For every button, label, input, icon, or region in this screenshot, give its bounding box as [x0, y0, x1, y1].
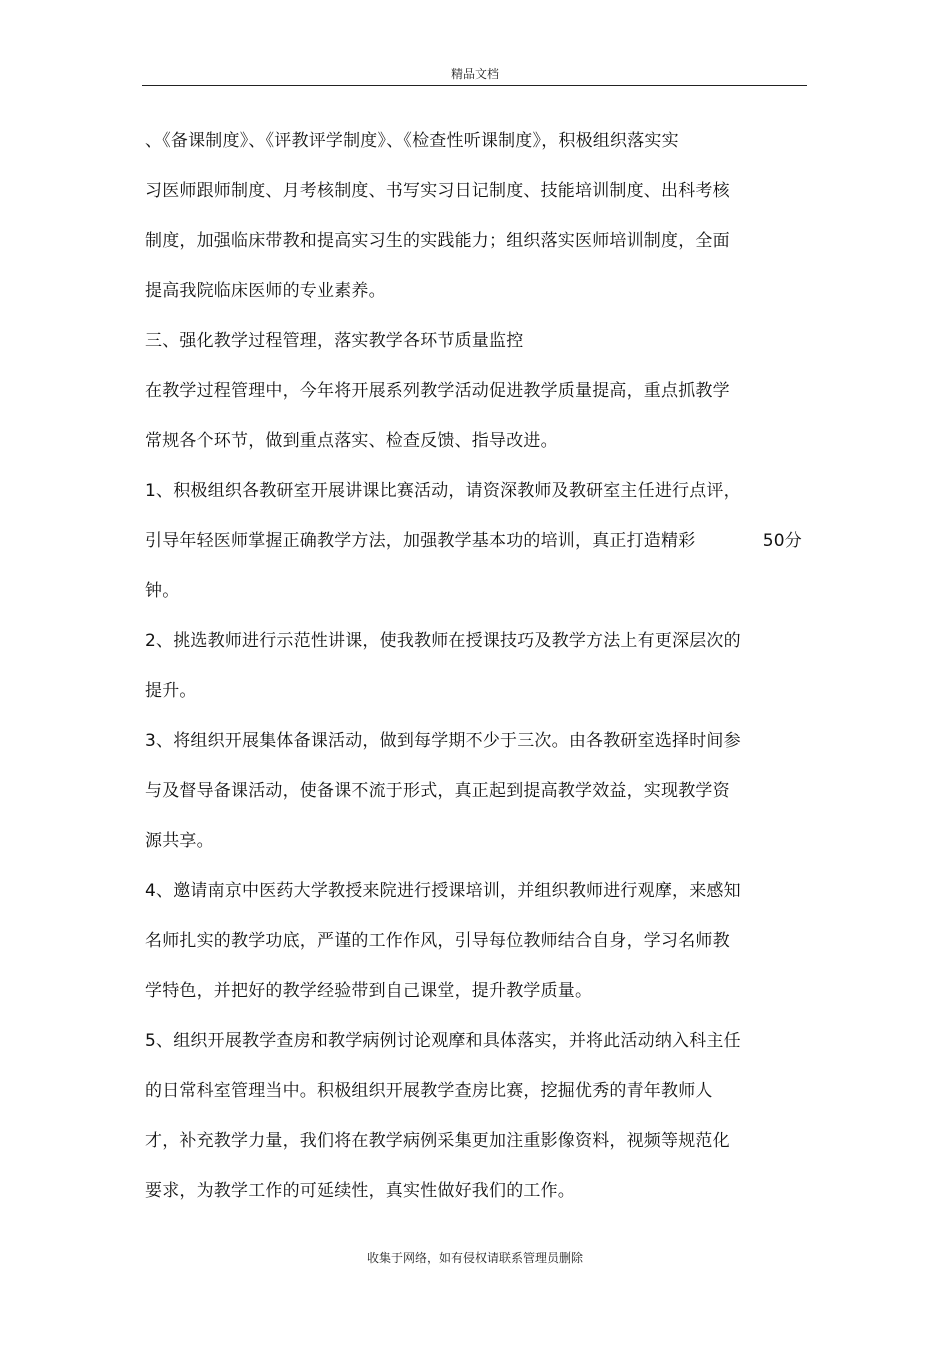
list-item-line: 的日常科室管理当中。积极组织开展教学查房比赛，挖掘优秀的青年教师人 — [145, 1081, 713, 1101]
list-item-line: 与及督导备课活动，使备课不流于形式，真正起到提高教学效益，实现教学资 — [145, 781, 730, 801]
section-heading: 三、强化教学过程管理，落实教学各环节质量监控 — [145, 331, 524, 351]
list-item-line: 提升。 — [145, 681, 197, 701]
list-item-line-tail: 50分 — [762, 531, 802, 551]
paragraph-line: 提高我院临床医师的专业素养。 — [145, 281, 386, 301]
list-item-line: 名师扎实的教学功底，严谨的工作作风，引导每位教师结合自身，学习名师教 — [145, 931, 730, 951]
list-item-line: 2、挑选教师进行示范性讲课，使我教师在授课技巧及教学方法上有更深层次的 — [145, 631, 741, 651]
list-item-line: 要求，为教学工作的可延续性，真实性做好我们的工作。 — [145, 1181, 575, 1201]
list-item-line: 1、积极组织各教研室开展讲课比赛活动，请资深教师及教研室主任进行点评， — [145, 481, 741, 501]
page-footer-note: 收集于网络，如有侵权请联系管理员删除 — [366, 1251, 583, 1265]
paragraph-line: 常规各个环节，做到重点落实、检查反馈、指导改进。 — [145, 431, 558, 451]
header-divider — [142, 85, 807, 86]
list-item-line-text: 引导年轻医师掌握正确教学方法，加强教学基本功的培训，真正打造精彩 — [145, 531, 696, 551]
paragraph-line: 制度，加强临床带教和提高实习生的实践能力；组织落实医师培训制度，全面 — [145, 231, 730, 251]
list-item-line: 钟。 — [145, 581, 180, 601]
document-body — [145, 124, 810, 1224]
page-header-title: 精品文档 — [450, 67, 499, 81]
list-item-line: 源共享。 — [145, 831, 214, 851]
paragraph-line: 在教学过程管理中，今年将开展系列教学活动促进教学质量提高，重点抓教学 — [145, 381, 730, 401]
paragraph-line: 习医师跟师制度、月考核制度、书写实习日记制度、技能培训制度、出科考核 — [145, 181, 730, 201]
list-item-line: 5、组织开展教学查房和教学病例讨论观摩和具体落实，并将此活动纳入科主任 — [145, 1031, 741, 1051]
list-item-line: 学特色，并把好的教学经验带到自己课堂，提升教学质量。 — [145, 981, 593, 1001]
paragraph-line: 、《备课制度》、《评教评学制度》、《检查性听课制度》，积极组织落实实 — [145, 131, 679, 151]
list-item-line: 4、邀请南京中医药大学教授来院进行授课培训，并组织教师进行观摩，来感知 — [145, 881, 741, 901]
list-item-line: 3、将组织开展集体备课活动，做到每学期不少于三次。由各教研室选择时间参 — [145, 731, 741, 751]
list-item-line: 才，补充教学力量，我们将在教学病例采集更加注重影像资料，视频等规范化 — [145, 1131, 730, 1151]
list-item-line — [145, 524, 810, 574]
